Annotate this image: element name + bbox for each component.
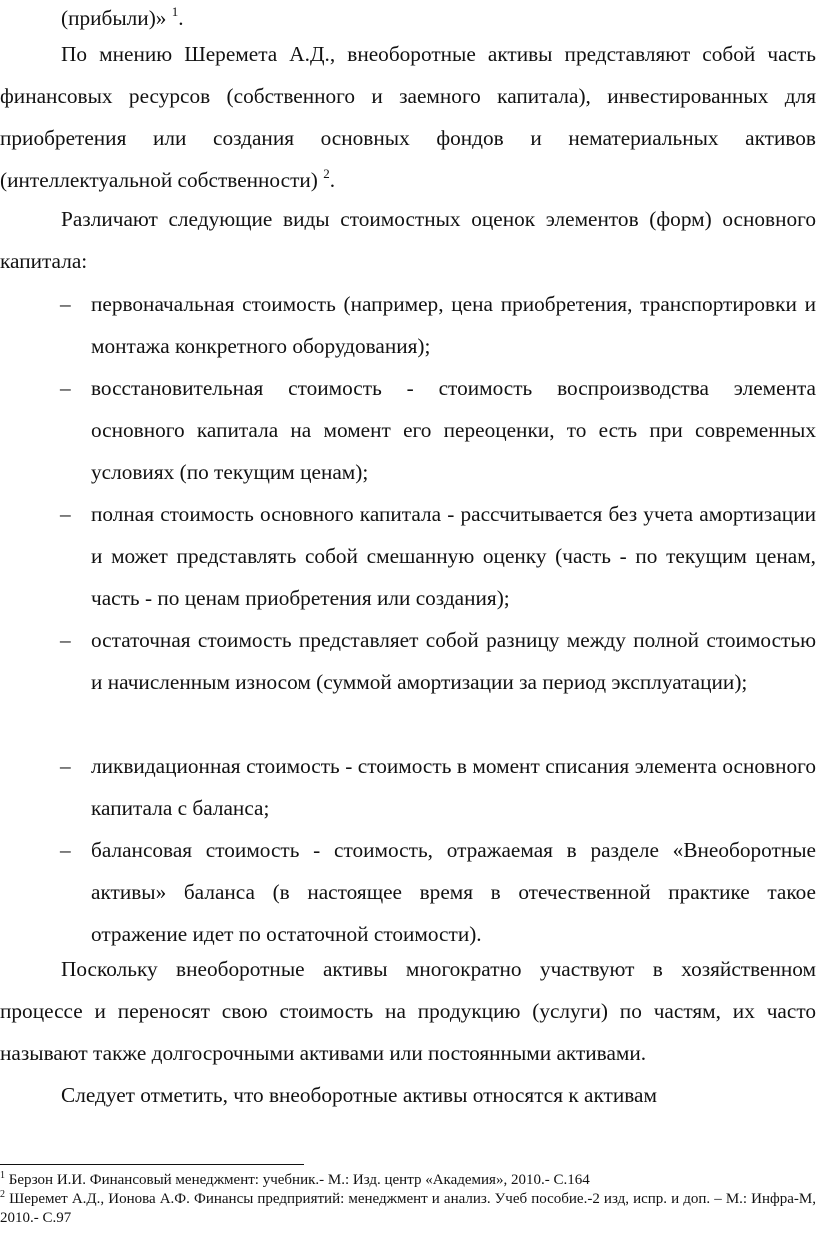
list-item (0, 493, 816, 619)
footnote-text: Берзон И.И. Финансовый менеджмент: учебник.- М.: Изд. центр «Академия», 2010.- С.164 (5, 1172, 590, 1188)
list-marker: – (60, 838, 71, 862)
footnote-1 (0, 1171, 816, 1190)
list-item-text: остаточная стоимость представляет собой разницу между полной стоимостью и начисленным износом (суммой амортизации за период эксплуатации); (91, 628, 816, 694)
footnote-ref-2: 2 (323, 166, 330, 181)
list-item-text: полная стоимость основного капитала - рассчитывается без учета амортизации и может представлять собой смешанную оценку (часть - по текущим ценам, часть - по ценам приобретения или создания); (91, 502, 816, 610)
list-marker: – (60, 376, 71, 400)
list-marker: – (60, 628, 71, 652)
paragraph-longterm: Поскольку внеоборотные активы многократно участвуют в хозяйственном процессе и переносят свою стоимость на продукцию (услуги) по частям, их часто называют также долгосрочными активами или постоянными активами. (0, 957, 816, 1065)
footnote-text: Шеремет А.Д., Ионова А.Ф. Финансы предприятий: менеджмент и анализ. Учеб пособие.-2 изд, испр. и доп. – М.: Инфра-М, 2010.- С.97 (0, 1191, 816, 1226)
footnote-ref-1: 1 (171, 4, 179, 19)
paragraph-last: Следует отметить, что внеоборотные активы относятся к активам (61, 1083, 657, 1107)
footnotes (0, 1171, 816, 1228)
list-item (0, 283, 816, 367)
list-item-text: ликвидационная стоимость - стоимость в момент списания элемента основного капитала с баланса; (91, 754, 816, 820)
list-marker: – (60, 292, 71, 316)
footnote-separator (0, 1164, 304, 1165)
list-item (0, 619, 816, 745)
list-item (0, 829, 816, 955)
paragraph-tail: . (178, 6, 184, 30)
list-marker: – (60, 502, 71, 526)
paragraph-text: По мнению Шеремета А.Д., внеоборотные активы представляют собой часть финансовых ресурсов (собственного и заемного капитала), инвестированных для приобретения или создания основных фондов и нематериальных активов (интеллектуальной собственности) (0, 42, 816, 192)
paragraph-tail: . (329, 168, 336, 192)
list-item-text: восстановительная стоимость - стоимость воспроизводства элемента основного капитала на момент его переоценки, то есть при современных условиях (по текущим ценам); (91, 376, 816, 484)
list-marker: – (60, 754, 71, 778)
paragraph-text: (прибыли)» (61, 6, 172, 30)
footnote-2 (0, 1190, 816, 1228)
list-item-text: первоначальная стоимость (например, цена приобретения, транспортировки и монтажа конкретного оборудования); (91, 292, 816, 358)
footnote-number: 2 (0, 1189, 5, 1200)
list-item (0, 367, 816, 493)
list-item (0, 745, 816, 829)
valuation-list (0, 283, 816, 955)
paragraph-sheremet (0, 33, 816, 201)
footnote-number: 1 (0, 1170, 5, 1181)
list-item-text: балансовая стоимость - стоимость, отражаемая в разделе «Внеоборотные активы» баланса (в настоящее время в отечественной практике такое отражение идет по остаточной стоимости). (91, 838, 816, 946)
paragraph-intro: Различают следующие виды стоимостных оценок элементов (форм) основного капитала: (0, 207, 816, 273)
